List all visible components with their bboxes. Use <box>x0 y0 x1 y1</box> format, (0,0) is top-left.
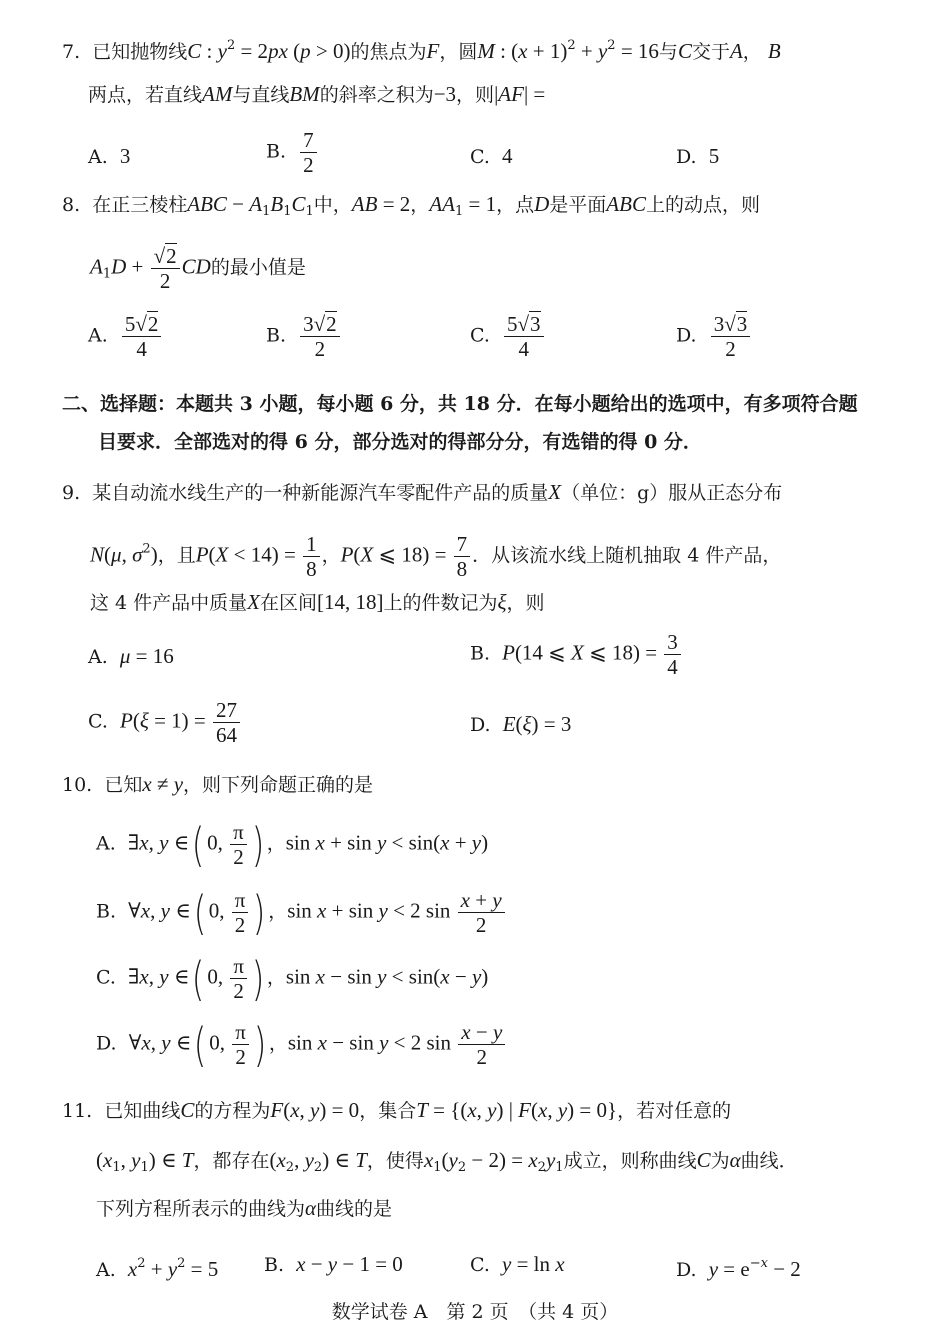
q7-line2: 两点，若直线AM与直线BM的斜率之积为−3，则|AF| = <box>88 82 546 106</box>
page-footer: 数学试卷 A 第 2 页 （共 4 页） <box>331 1301 619 1323</box>
q7-option-a: A. 3 <box>88 144 131 168</box>
q11-line3: 下列方程所表示的曲线为α曲线的是 <box>96 1196 393 1220</box>
q10-option-a: A. ∃x, y ∈( 0, $\frac{\pi}{2}$ ) ，sin x + sin y < sin(x + y) <box>96 817 489 872</box>
q10-option-b: B. ∀x, y ∈( 0, $\frac{\pi}{2}$ ) ，sin x + sin y < 2 sin $\frac{x + y}{2}$ <box>96 888 507 937</box>
q8-line2: $A_1D$ + $\frac{√2}{2}$ CD的最小值是 <box>90 244 306 293</box>
q10-option-d: D. ∀x, y ∈( 0, $\frac{\pi}{2}$ ) ，sin x − sin y < 2 sin $\frac{x - y}{2}$ <box>96 1020 507 1069</box>
q11-option-b: B. x − y − 1 = 0 <box>264 1252 403 1276</box>
q9-option-c: C. P(ξ = 1) = $\frac{27}{64}$ <box>88 698 242 747</box>
q11-option-a: A. $x^2 + y^2 = 5$ <box>96 1256 219 1281</box>
q9-line1: 9. 某自动流水线生产的一种新能源汽车零配件产品的质量X（单位：g）服从正态分布 <box>62 480 783 504</box>
q8-option-d: D. $\frac{3√3}{2}$ <box>676 312 752 361</box>
q8-option-a: A. $\frac{5√2}{4}$ <box>88 312 163 361</box>
q9-option-d: D. E(ξ) = 3 <box>470 712 572 736</box>
q8-option-c: C. $\frac{5√3}{4}$ <box>470 312 546 361</box>
q8-line1: 8. 在正三棱柱ABC − $A_1B_1C_1$中，AB = 2，$AA_1 = 1$，点D是平面ABC上的动点，则 <box>62 192 760 219</box>
q11-line2: ($x_1$, $y_1$) ∈ T，都存在($x_2$, $y_2$) ∈ T，使得$x_1(y_2 - 2) = x_2y_1$成立，则称曲线C为α曲线． <box>96 1148 798 1175</box>
q7-option-c: C. 4 <box>470 144 513 168</box>
q9-option-b: B. P(14 ⩽ X ⩽ 18) = $\frac{3}{4}$ <box>470 630 683 679</box>
q8-option-b: B. $\frac{3√2}{2}$ <box>266 312 342 361</box>
q9-option-a: A. μ = 16 <box>88 644 174 668</box>
q7-option-b: B. $\frac{7}{2}$ <box>266 128 319 177</box>
q7-option-d: D. 5 <box>676 144 720 168</box>
q9-line2: N(μ, $\sigma^2$)，且P(X < 14) = $\frac{1}{8}$ ，P(X ⩽ 18) = $\frac{7}{8}$ ．从该流水线上随机抽取 4 件产品， <box>90 532 782 581</box>
q9-line3: 这 4 件产品中质量X在区间[14, 18]上的件数记为ξ，则 <box>90 590 545 614</box>
q7-line1: 7. 已知抛物线C : $y^2 = 2px$ (p > 0)的焦点为F，圆M : $(x + 1)^2 + y^2 = 16$与C交于A， B <box>62 38 781 63</box>
q11-line1: 11. 已知曲线C的方程为F(x, y) = 0，集合T = {(x, y) | F(x, y) = 0}，若对任意的 <box>62 1098 732 1122</box>
q11-option-d: D. $y = e^{-x} - 2$ <box>676 1256 801 1281</box>
q10-option-c: C. ∃x, y ∈( 0, $\frac{\pi}{2}$ ) ，sin x − sin y < sin(x − y) <box>96 951 489 1006</box>
section2-heading: 二、选择题：本题共 3 小题，每小题 6 分，共 18 分．在每小题给出的选项中，有多项符合题 <box>62 393 858 415</box>
section2-heading-cont: 目要求．全部选对的得 6 分，部分选对的得部分分，有选错的得 0 分． <box>98 431 702 453</box>
q11-option-c: C. y = ln x <box>470 1252 565 1276</box>
q10-line1: 10. 已知x ≠ y，则下列命题正确的是 <box>62 772 374 796</box>
